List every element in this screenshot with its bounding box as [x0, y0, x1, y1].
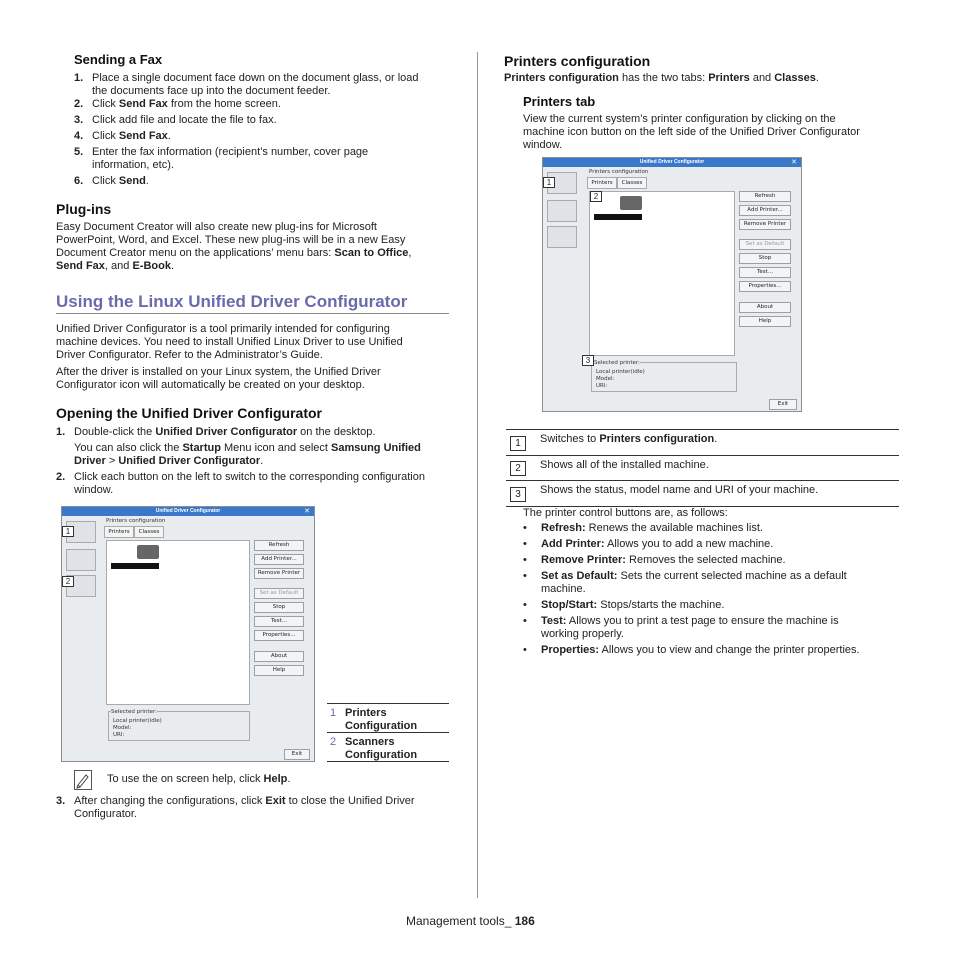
callouts-table [506, 429, 899, 507]
list-item: • Stop/Start: Stops/starts the machine. [523, 599, 725, 611]
plugins-text: Easy Document Creator will also create new plug-ins for Microsoft PowerPoint, Word, and Excel. These new plug-ins will be in a new Easy Document Creator menu on the applications’ menu bars: Scan to Office, Send Fax, and E-Book. [56, 221, 412, 272]
step-number: 2. [74, 98, 84, 110]
tab-printers: Printers [104, 526, 134, 538]
plugins-heading: Plug-ins [56, 201, 112, 217]
tab-classes: Classes [134, 526, 164, 538]
legend-row: 1 Printers Configuration [327, 704, 449, 733]
step-text: Click Send. [92, 175, 149, 187]
callout-3: 3 [582, 355, 594, 366]
selected-printer-bar [594, 214, 642, 220]
step-number: 1. [56, 426, 66, 438]
properties-button: Properties... [254, 630, 304, 641]
callout-row: 3 Shows the status, model name and URI of your machine. [506, 481, 899, 507]
printers-config-subtext: Printers configuration has the two tabs: Printers and Classes. [504, 72, 819, 84]
step-number: 2. [56, 471, 66, 483]
scanner-config-icon [547, 200, 577, 222]
printers-tab-heading: Printers tab [523, 94, 596, 109]
about-button: About [254, 651, 304, 662]
section-divider [56, 313, 449, 314]
help-button: Help [254, 665, 304, 676]
exit-button: Exit [284, 749, 310, 760]
ports-config-icon [547, 226, 577, 248]
list-item: • Set as Default: Sets the current selected machine as a default machine. [523, 570, 847, 595]
step-text: Place a single document face down on the document glass, or load the documents face up into the document feeder. [92, 72, 419, 97]
section-title: Using the Linux Unified Driver Configurator [56, 292, 408, 311]
step-text: Click each button on the left to switch to the corresponding configuration window. [74, 471, 425, 496]
group-label: Printers configuration [106, 518, 166, 524]
note-text: To use the on screen help, click Help. [107, 773, 291, 785]
step-text: Click Send Fax. [92, 130, 171, 142]
list-item: • Test: Allows you to print a test page to ensure the machine is working properly. [523, 615, 839, 640]
list-item: • Add Printer: Allows you to add a new machine. [523, 538, 774, 550]
remove-printer-button: Remove Printer [254, 568, 304, 579]
stop-button: Stop [254, 602, 304, 613]
configurator-window-screenshot [61, 506, 315, 762]
printer-list [589, 191, 735, 356]
buttons-list [523, 522, 923, 660]
printers-config-heading: Printers configuration [504, 53, 651, 69]
fax-steps [74, 72, 474, 191]
printers-tab-screenshot [542, 157, 802, 412]
callout-row: 1 Switches to Printers configuration. [506, 430, 899, 456]
list-item: • Remove Printer: Removes the selected machine. [523, 554, 786, 566]
step-text: After changing the configurations, click Exit to close the Unified Driver Configurator. [74, 795, 415, 820]
printer-icon [620, 196, 642, 210]
step-text: Enter the fax information (recipient’s number, cover page information, etc). [92, 146, 369, 171]
printers-tab-text: View the current system’s printer configuration by clicking on the machine icon button on the left side of the Unified Driver Configurator window. [523, 113, 860, 151]
step-text: Double-click the Unified Driver Configurator on the desktop. [74, 426, 376, 438]
add-printer-button: Add Printer... [739, 205, 791, 216]
callout-1: 1 [62, 526, 74, 537]
remove-printer-button: Remove Printer [739, 219, 791, 230]
scanner-config-icon [66, 549, 96, 571]
refresh-button: Refresh [739, 191, 791, 202]
selected-printer-box: Selected printer: Local printer(idle) Model: URI: [108, 711, 250, 741]
add-printer-button: Add Printer... [254, 554, 304, 565]
list-item: • Refresh: Renews the available machines list. [523, 522, 763, 534]
test-button: Test... [254, 616, 304, 627]
intro-paragraph-2: After the driver is installed on your Linux system, the Unified Driver Configurator icon will automatically be created on your desktop. [56, 366, 381, 391]
step-number: 1. [74, 72, 84, 84]
step-subtext: You can also click the Startup Menu icon and select Samsung Unified Driver > Unified Driver Configurator. [74, 442, 421, 467]
tab-classes: Classes [617, 177, 647, 189]
test-button: Test... [739, 267, 791, 278]
fax-heading: Sending a Fax [74, 52, 163, 67]
step-number: 5. [74, 146, 84, 158]
set-default-button: Set as Default [739, 239, 791, 250]
step-number: 3. [74, 114, 84, 126]
refresh-button: Refresh [254, 540, 304, 551]
set-default-button: Set as Default [254, 588, 304, 599]
step-number: 6. [74, 175, 84, 187]
printer-list [106, 540, 250, 705]
stop-button: Stop [739, 253, 791, 264]
page-footer: Management tools_ 186 [406, 914, 535, 928]
callout-1: 1 [543, 177, 555, 188]
tab-printers: Printers [587, 177, 617, 189]
legend-row: 2 Scanners Configuration [327, 733, 449, 762]
note-icon [74, 770, 92, 790]
intro-paragraph-1: Unified Driver Configurator is a tool primarily intended for configuring machine devices. You need to install Unified Linux Driver to use Unified Driver Configurator. Refer to the Administrator’s Guide. [56, 323, 403, 361]
step-text: Click Send Fax from the home screen. [92, 98, 281, 110]
about-button: About [739, 302, 791, 313]
selected-printer-box: Selected printer: Local printer(idle) Model: URI: [591, 362, 737, 392]
properties-button: Properties... [739, 281, 791, 292]
window-title: Unified Driver Configurator [543, 158, 801, 167]
exit-button: Exit [769, 399, 797, 410]
selected-printer-bar [111, 563, 159, 569]
opening-heading: Opening the Unified Driver Configurator [56, 405, 323, 421]
group-label: Printers configuration [589, 169, 649, 175]
buttons-intro: The printer control buttons are, as follows: [523, 507, 728, 519]
close-icon: ✕ [304, 508, 310, 515]
callout-2: 2 [62, 576, 74, 587]
callout-2: 2 [590, 191, 602, 202]
column-divider [477, 52, 478, 898]
legend-table [327, 703, 449, 762]
window-title: Unified Driver Configurator [62, 507, 314, 516]
list-item: • Properties: Allows you to view and change the printer properties. [523, 644, 860, 656]
step-text: Click add file and locate the file to fax. [92, 114, 277, 126]
step-number: 4. [74, 130, 84, 142]
callout-row: 2 Shows all of the installed machine. [506, 456, 899, 481]
opening-steps [56, 426, 456, 497]
help-button: Help [739, 316, 791, 327]
close-icon: ✕ [791, 159, 797, 166]
printer-icon [137, 545, 159, 559]
